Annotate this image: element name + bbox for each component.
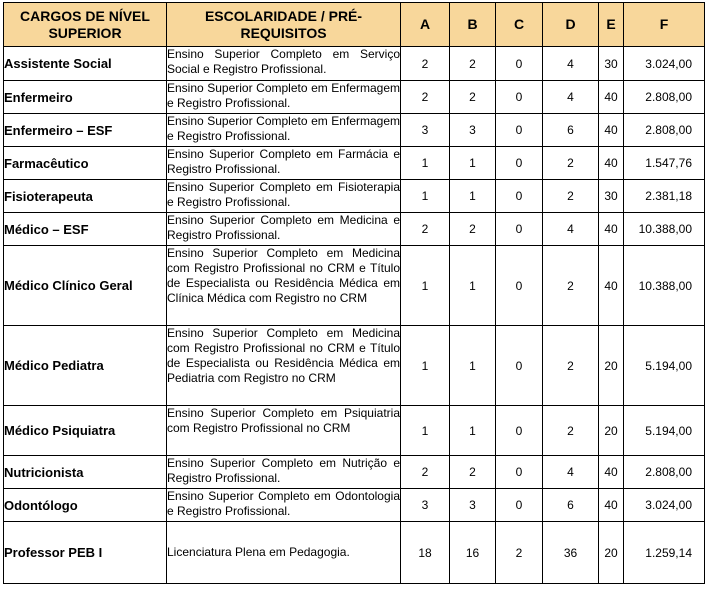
header-cargo-line1: CARGOS DE NÍVEL xyxy=(20,7,150,24)
value-c-cell: 0 xyxy=(496,456,543,489)
value-b-cell: 2 xyxy=(450,213,496,246)
escolaridade-cell: Ensino Superior Completo em Fisioterapia e Registro Profissional. xyxy=(167,180,401,213)
cargo-cell: Assistente Social xyxy=(4,47,167,81)
cargo-cell: Farmacêutico xyxy=(4,147,167,180)
value-f-cell: 10.388,00 xyxy=(624,213,705,246)
value-f-cell: 1.259,14 xyxy=(624,522,705,584)
cargo-cell: Professor PEB I xyxy=(4,522,167,584)
value-d-cell: 2 xyxy=(543,180,599,213)
cargo-cell: Nutricionista xyxy=(4,456,167,489)
table-row xyxy=(4,456,705,489)
table-row xyxy=(4,147,705,180)
cargo-cell: Fisioterapeuta xyxy=(4,180,167,213)
value-a-cell: 3 xyxy=(401,114,450,147)
value-a-cell: 2 xyxy=(401,81,450,114)
header-f: F xyxy=(624,3,705,47)
header-cargo-line2: SUPERIOR xyxy=(48,24,122,41)
value-c-cell: 0 xyxy=(496,180,543,213)
value-d-cell: 2 xyxy=(543,406,599,456)
value-b-cell: 2 xyxy=(450,456,496,489)
value-c-cell: 0 xyxy=(496,406,543,456)
value-e-cell: 40 xyxy=(599,147,624,180)
value-c-cell: 0 xyxy=(496,213,543,246)
value-e-cell: 40 xyxy=(599,81,624,114)
value-e-cell: 40 xyxy=(599,246,624,326)
cargo-cell: Odontólogo xyxy=(4,489,167,522)
value-e-cell: 40 xyxy=(599,114,624,147)
escolaridade-cell: Ensino Superior Completo em Psiquiatria com Registro Profissional no CRM xyxy=(167,406,401,456)
value-f-cell: 1.547,76 xyxy=(624,147,705,180)
escolaridade-cell: Ensino Superior Completo em Medicina e Registro Profissional. xyxy=(167,213,401,246)
value-c-cell: 0 xyxy=(496,326,543,406)
value-e-cell: 40 xyxy=(599,213,624,246)
header-c: C xyxy=(496,3,543,47)
escolaridade-cell: Ensino Superior Completo em Medicina com Registro Profissional no CRM e Título de Especialista ou Residência Médica em Clínica Médica com Registro no CRM xyxy=(167,246,401,326)
value-f-cell: 2.808,00 xyxy=(624,456,705,489)
value-e-cell: 40 xyxy=(599,489,624,522)
value-e-cell: 30 xyxy=(599,47,624,81)
table-row xyxy=(4,246,705,326)
value-b-cell: 3 xyxy=(450,114,496,147)
escolaridade-cell: Ensino Superior Completo em Nutrição e Registro Profissional. xyxy=(167,456,401,489)
table-header xyxy=(4,3,705,47)
header-d: D xyxy=(543,3,599,47)
value-f-cell: 2.808,00 xyxy=(624,81,705,114)
value-e-cell: 20 xyxy=(599,406,624,456)
value-c-cell: 0 xyxy=(496,246,543,326)
value-d-cell: 2 xyxy=(543,246,599,326)
cargo-cell: Enfermeiro – ESF xyxy=(4,114,167,147)
value-e-cell: 20 xyxy=(599,522,624,584)
header-b: B xyxy=(450,3,496,47)
cargo-cell: Médico Psiquiatra xyxy=(4,406,167,456)
value-c-cell: 0 xyxy=(496,489,543,522)
value-b-cell: 3 xyxy=(450,489,496,522)
header-escolaridade-line1: ESCOLARIDADE / PRÉ- xyxy=(204,7,363,24)
value-d-cell: 6 xyxy=(543,114,599,147)
value-b-cell: 1 xyxy=(450,326,496,406)
header-cargo xyxy=(4,3,167,47)
value-b-cell: 16 xyxy=(450,522,496,584)
header-row xyxy=(4,3,705,47)
escolaridade-cell: Ensino Superior Completo em Farmácia e Registro Profissional. xyxy=(167,147,401,180)
escolaridade-cell: Ensino Superior Completo em Enfermagem e Registro Profissional. xyxy=(167,81,401,114)
value-a-cell: 2 xyxy=(401,456,450,489)
value-b-cell: 1 xyxy=(450,406,496,456)
value-a-cell: 2 xyxy=(401,47,450,81)
value-a-cell: 18 xyxy=(401,522,450,584)
value-a-cell: 2 xyxy=(401,213,450,246)
value-b-cell: 1 xyxy=(450,180,496,213)
value-e-cell: 20 xyxy=(599,326,624,406)
header-a: A xyxy=(401,3,450,47)
value-d-cell: 6 xyxy=(543,489,599,522)
table-body xyxy=(4,47,705,584)
value-c-cell: 0 xyxy=(496,147,543,180)
value-c-cell: 0 xyxy=(496,114,543,147)
cargo-cell: Médico Pediatra xyxy=(4,326,167,406)
value-f-cell: 2.381,18 xyxy=(624,180,705,213)
cargo-cell: Médico – ESF xyxy=(4,213,167,246)
table-row xyxy=(4,47,705,81)
value-d-cell: 36 xyxy=(543,522,599,584)
value-b-cell: 2 xyxy=(450,47,496,81)
cargo-cell: Médico Clínico Geral xyxy=(4,246,167,326)
value-a-cell: 1 xyxy=(401,180,450,213)
value-a-cell: 1 xyxy=(401,147,450,180)
vacancies-table xyxy=(3,2,705,584)
value-d-cell: 2 xyxy=(543,147,599,180)
table-row xyxy=(4,114,705,147)
value-f-cell: 5.194,00 xyxy=(624,406,705,456)
table-row xyxy=(4,489,705,522)
value-f-cell: 5.194,00 xyxy=(624,326,705,406)
value-b-cell: 2 xyxy=(450,81,496,114)
header-escolaridade xyxy=(167,3,401,47)
value-a-cell: 3 xyxy=(401,489,450,522)
table-row xyxy=(4,522,705,584)
value-b-cell: 1 xyxy=(450,147,496,180)
value-e-cell: 40 xyxy=(599,456,624,489)
value-f-cell: 3.024,00 xyxy=(624,47,705,81)
escolaridade-cell: Ensino Superior Completo em Serviço Social e Registro Profissional. xyxy=(167,47,401,81)
value-c-cell: 0 xyxy=(496,81,543,114)
value-a-cell: 1 xyxy=(401,326,450,406)
header-e: E xyxy=(599,3,624,47)
value-d-cell: 4 xyxy=(543,456,599,489)
escolaridade-cell: Licenciatura Plena em Pedagogia. xyxy=(167,522,401,584)
value-a-cell: 1 xyxy=(401,406,450,456)
value-c-cell: 0 xyxy=(496,47,543,81)
table-row xyxy=(4,326,705,406)
escolaridade-cell: Ensino Superior Completo em Enfermagem e Registro Profissional. xyxy=(167,114,401,147)
value-f-cell: 10.388,00 xyxy=(624,246,705,326)
value-a-cell: 1 xyxy=(401,246,450,326)
escolaridade-cell: Ensino Superior Completo em Medicina com Registro Profissional no CRM e Título de Especialista ou Residência Médica em Pediatria com Registro no CRM xyxy=(167,326,401,406)
table-row xyxy=(4,406,705,456)
value-d-cell: 4 xyxy=(543,81,599,114)
value-f-cell: 2.808,00 xyxy=(624,114,705,147)
cargo-cell: Enfermeiro xyxy=(4,81,167,114)
value-c-cell: 2 xyxy=(496,522,543,584)
value-d-cell: 4 xyxy=(543,47,599,81)
value-d-cell: 2 xyxy=(543,326,599,406)
header-escolaridade-line2: REQUISITOS xyxy=(240,24,327,41)
table-row xyxy=(4,81,705,114)
escolaridade-cell: Ensino Superior Completo em Odontologia e Registro Profissional. xyxy=(167,489,401,522)
value-f-cell: 3.024,00 xyxy=(624,489,705,522)
value-e-cell: 30 xyxy=(599,180,624,213)
table-row xyxy=(4,213,705,246)
value-b-cell: 1 xyxy=(450,246,496,326)
table-row xyxy=(4,180,705,213)
value-d-cell: 4 xyxy=(543,213,599,246)
